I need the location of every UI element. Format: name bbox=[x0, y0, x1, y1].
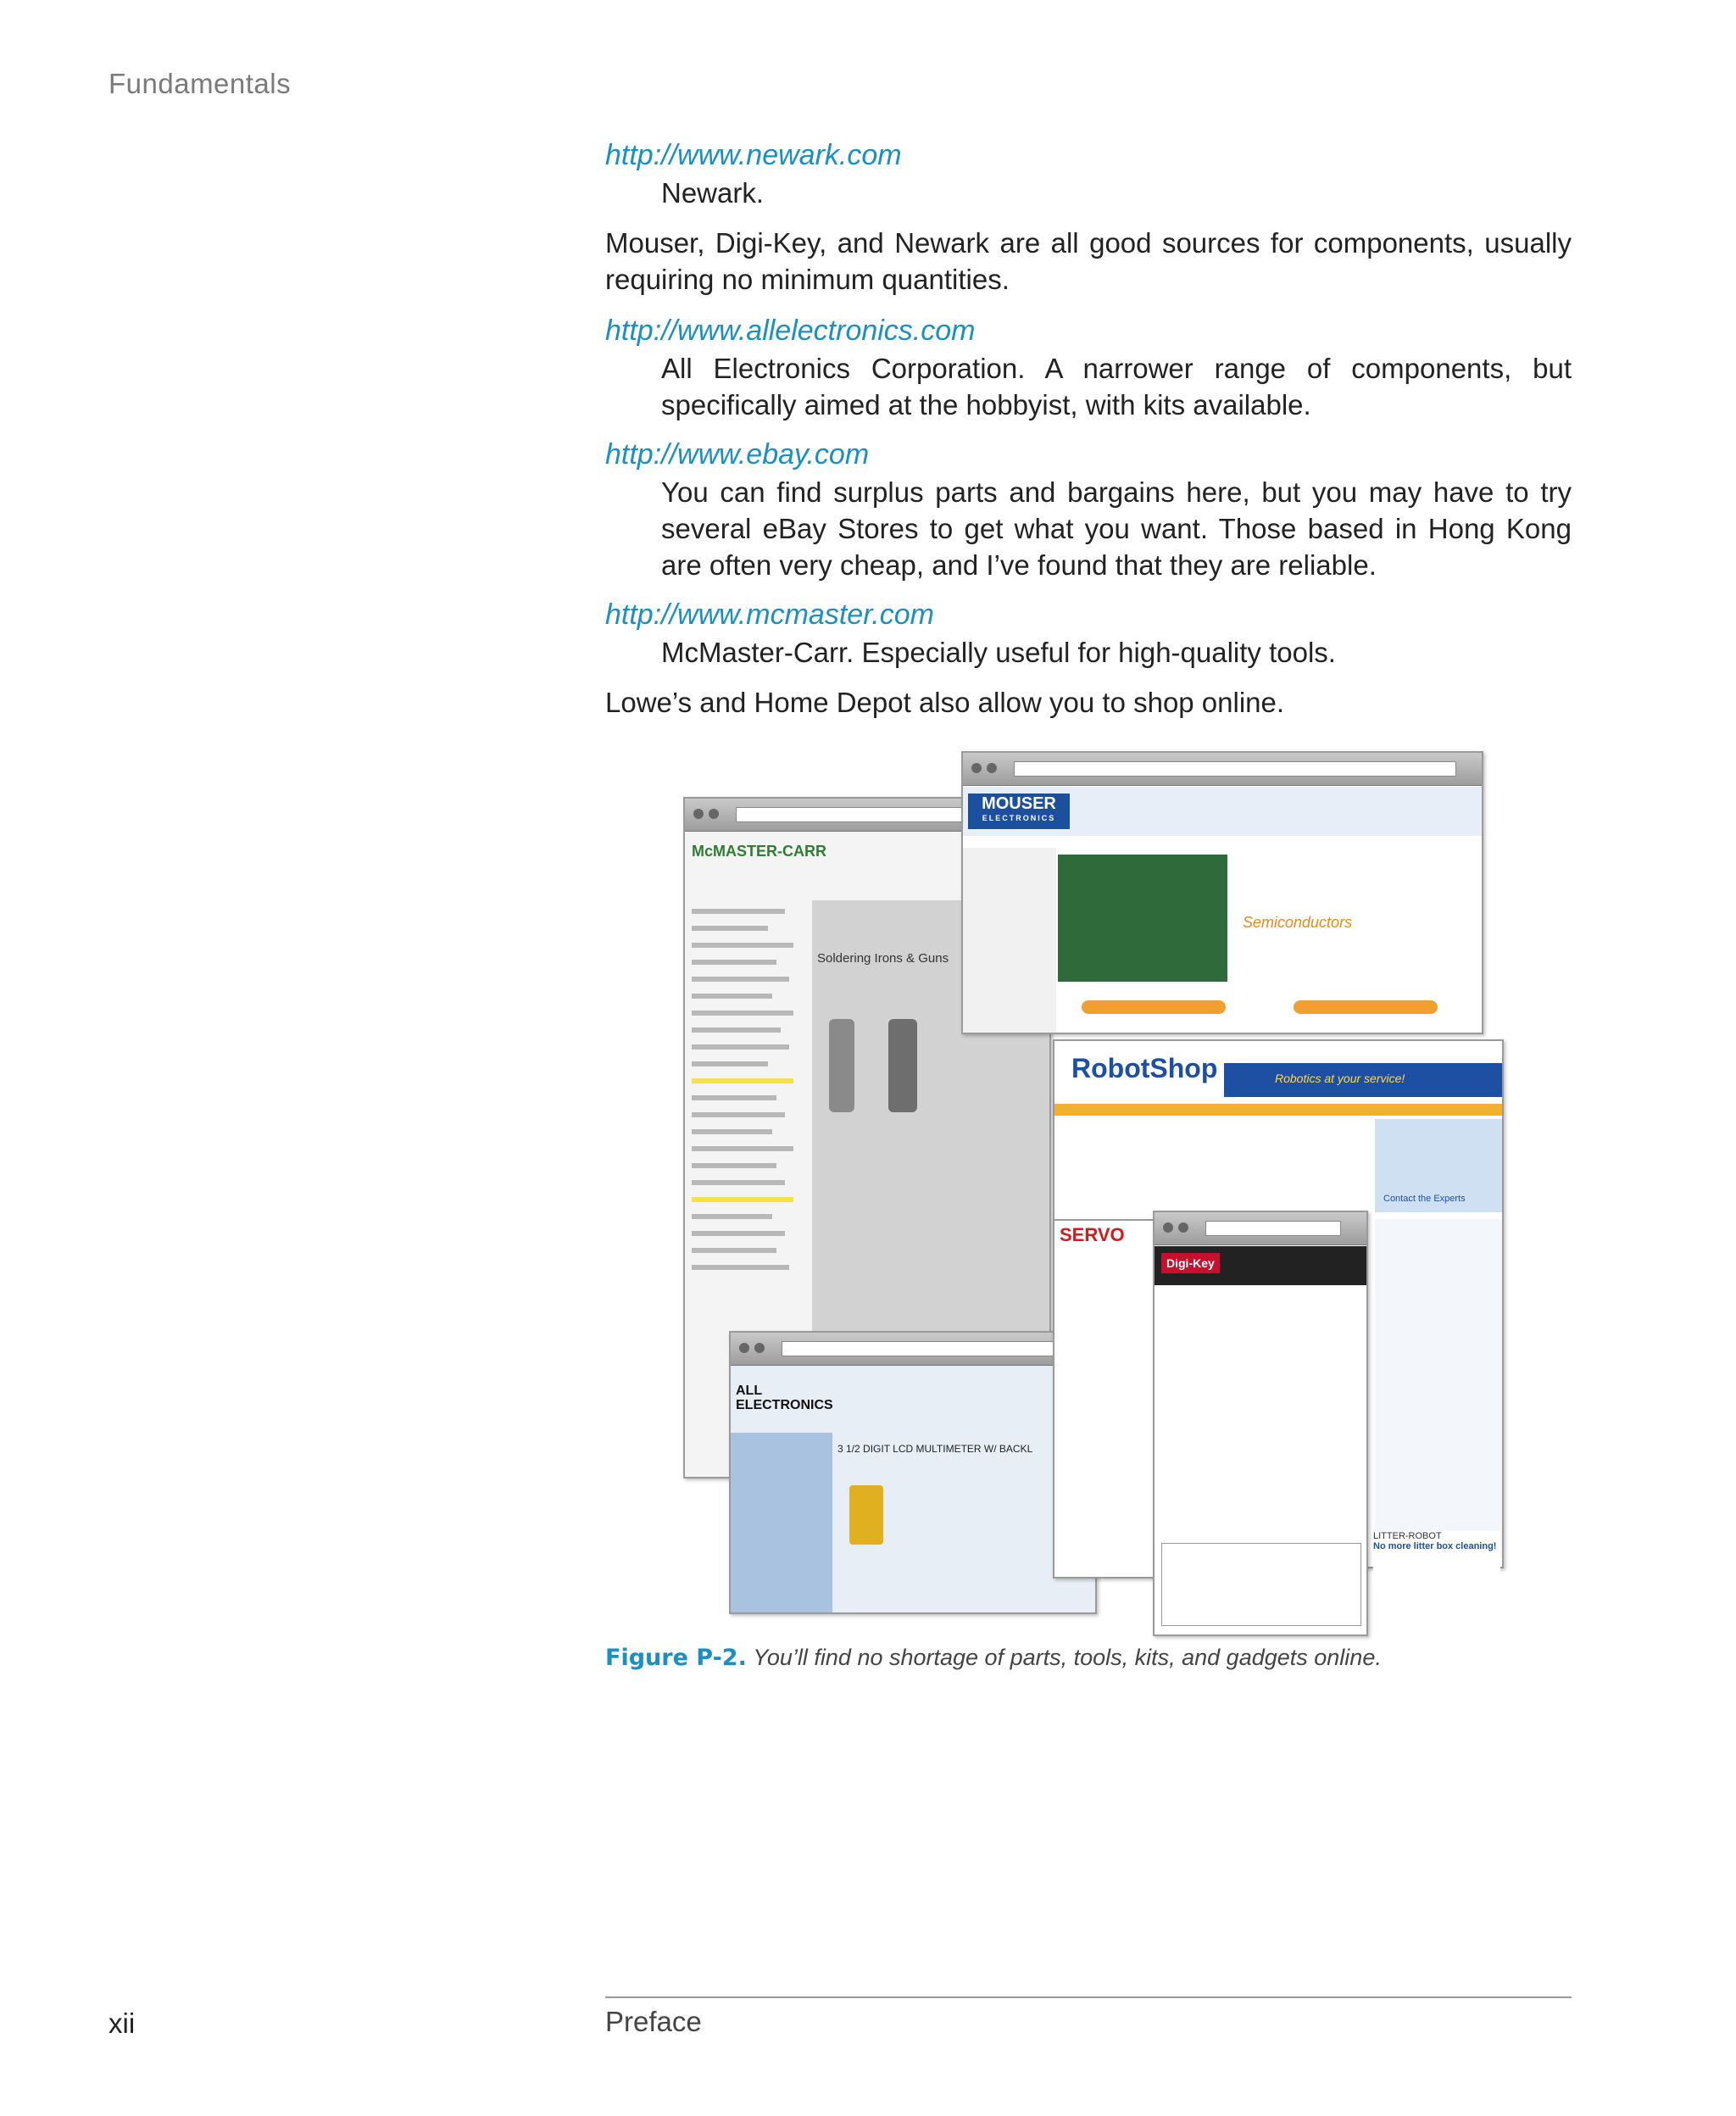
footer-divider bbox=[605, 1996, 1572, 1998]
digikey-screenshot bbox=[1153, 1211, 1368, 1636]
online-stores-collage bbox=[678, 751, 1500, 1633]
browser-toolbar bbox=[731, 1333, 1095, 1366]
robotshop-tagline: Robotics at your service! bbox=[1275, 1072, 1405, 1085]
mouser-orange-button-left bbox=[1082, 1000, 1226, 1014]
robotshop-side-heading: Contact the Experts bbox=[1383, 1194, 1466, 1204]
source-url-ebay[interactable]: http://www.ebay.com bbox=[605, 438, 870, 471]
stores-note-paragraph: Lowe’s and Home Depot also allow you to shop online. bbox=[605, 687, 1285, 718]
figure-caption-text: You’ll find no shortage of parts, tools, kits, and gadgets online. bbox=[753, 1645, 1382, 1670]
mouser-banner: Semiconductors bbox=[1243, 914, 1353, 931]
robotshop-logo: RobotShop bbox=[1071, 1053, 1218, 1083]
source-url-mcmaster[interactable]: http://www.mcmaster.com bbox=[605, 599, 934, 631]
mcmaster-logo: McMASTER-CARR bbox=[692, 843, 826, 860]
browser-toolbar bbox=[963, 753, 1482, 786]
litterrobot-tagline: No more litter box cleaning! bbox=[1373, 1541, 1497, 1551]
circuit-board-photo bbox=[1058, 855, 1227, 982]
allelectronics-left-menu bbox=[731, 1433, 832, 1612]
allelectronics-product-title: 3 1/2 DIGIT LCD MULTIMETER W/ BACKL bbox=[837, 1443, 1033, 1455]
mouser-left-menu bbox=[963, 848, 1056, 1033]
source-url-allelectronics[interactable]: http://www.allelectronics.com bbox=[605, 315, 976, 347]
running-head: Fundamentals bbox=[108, 68, 292, 99]
litterrobot-ad bbox=[1373, 1531, 1500, 1590]
browser-toolbar bbox=[1155, 1212, 1366, 1245]
multimeter-image bbox=[849, 1485, 883, 1545]
figure-label: Figure P-2. bbox=[605, 1645, 747, 1671]
soldering-gun-image bbox=[888, 1019, 917, 1112]
source-description-mcmaster: McMaster-Carr. Especially useful for high-quality tools. bbox=[661, 637, 1336, 668]
source-description-ebay: You can find surplus parts and bargains here, but you may have to try several eBay Stores to get what you want. Those based in Hong Kong are often very cheap, and I’ve found that they are reliable. bbox=[661, 476, 1572, 581]
allelectronics-logo: ALL ELECTRONICS bbox=[736, 1384, 833, 1412]
servo-screenshot bbox=[1053, 1219, 1166, 1579]
mouser-screenshot bbox=[961, 751, 1483, 1034]
source-description-newark: Newark. bbox=[661, 177, 765, 209]
footer-section-title: Preface bbox=[605, 2006, 702, 2037]
mcmaster-section-heading: Soldering Irons & Guns bbox=[817, 951, 949, 966]
digikey-logo: Digi-Key bbox=[1161, 1253, 1220, 1273]
digikey-results-table bbox=[1161, 1543, 1361, 1626]
allelectronics-screenshot bbox=[729, 1331, 1097, 1614]
mouser-logo-text: MOUSER bbox=[982, 794, 1056, 813]
main-text bbox=[605, 136, 1572, 721]
source-description-allelectronics: All Electronics Corporation. A narrower range of components, but specifically aimed at the hobbyist, with kits available. bbox=[661, 353, 1572, 420]
sources-note-paragraph: Mouser, Digi-Key, and Newark are all good sources for components, usually requiring no minimum quantities. bbox=[605, 227, 1572, 295]
robotshop-nav bbox=[1054, 1104, 1502, 1116]
figure-caption bbox=[605, 1645, 1382, 1671]
robotshop-side-menu bbox=[1375, 1219, 1502, 1558]
mouser-logo-subtext: ELECTRONICS bbox=[982, 814, 1056, 822]
mouser-logo bbox=[968, 794, 1070, 829]
litterrobot-logo: LITTER-ROBOT bbox=[1373, 1531, 1442, 1541]
page-number: xii bbox=[108, 2007, 136, 2039]
soldering-iron-image bbox=[829, 1019, 854, 1112]
source-url-newark[interactable]: http://www.newark.com bbox=[605, 139, 902, 171]
mouser-orange-button-right bbox=[1294, 1000, 1438, 1014]
servo-logo: SERVO bbox=[1060, 1224, 1125, 1245]
